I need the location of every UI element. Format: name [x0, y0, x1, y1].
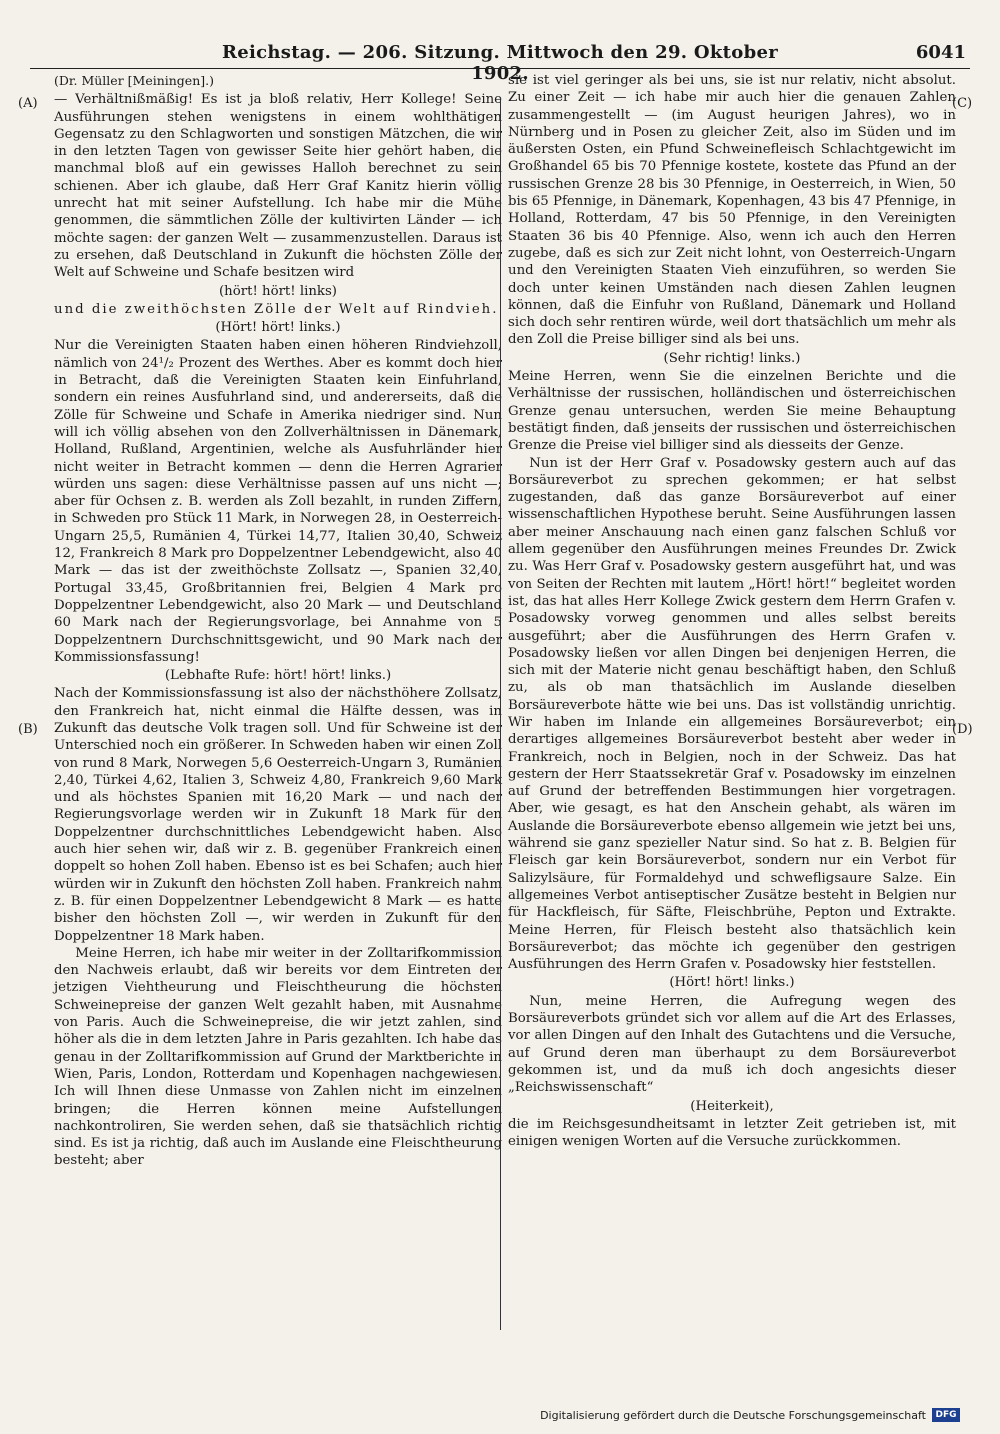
interjection: (Hört! hört! links.): [669, 975, 795, 991]
left-column: [54, 72, 502, 1170]
interjection: (Lebhafte Rufe: hört! hört! links.): [164, 668, 392, 684]
footer: [540, 1408, 960, 1422]
interjection: (Heiterkeit),: [690, 1098, 774, 1114]
dfg-logo-icon: DFG: [932, 1408, 960, 1422]
running-title: Reichstag. — 206. Sitzung. Mittwoch den 29. Oktober 1902.: [221, 42, 779, 84]
paragraph: die im Reichsgesundheitsamt in letzter Zeit getrieben ist, mit einigen wenigen Worten auf die Versuche zurückkommen.: [508, 1116, 956, 1150]
paragraph: Meine Herren, ich habe mir weiter in der Zolltarifkommission den Nachweis erlaubt, daß wir bereits vor dem Eintreten der jetzigen Viehtheurung und Fleischtheurung die höchsten Schweinepreise der ganzen Welt gezahlt haben, mit Ausnahme von Paris. Auch die Schweinepreise, die wir jetzt zahlen, sind höher als die in dem letzten Jahre in Paris gezahlten. Ich habe das genau in der Zolltarifkommission auf Grund der Marktberichte in Wien, Paris, London, Rotterdam und Kopenhagen nachgewiesen. Ich will Ihnen diese Unmasse von Zahlen nicht im einzelnen bringen; die Herren können meine Aufstellungen nachkontroliren, Sie werden sehen, daß sie thatsächlich richtig sind. Es ist ja richtig, daß auch im Auslande eine Fleischtheurung besteht; aber: [54, 945, 502, 1169]
margin-marker-b: (B): [18, 722, 38, 737]
margin-marker-a: (A): [18, 96, 38, 111]
paragraph: Meine Herren, wenn Sie die einzelnen Berichte und die Verhältnisse der russischen, holländischen und österreichischen Grenze genau untersuchen, werden Sie meine Behauptung bestätigt finden, daß jenseits der russischen und österreichischen Grenze die Preise viel billiger sind als diesseits der Genze.: [508, 369, 956, 454]
margin-marker-d: (D): [952, 722, 973, 737]
paragraph: Nun ist der Herr Graf v. Posadowsky gestern auch auf das Borsäureverbot zu sprechen gekommen; er hat selbst zugestanden, daß das ganze Borsäureverbot auf einer wissenschaftlichen Hypothese beruht. Seine Ausführungen lassen aber meiner Anschauung nach einen ganz falschen Schluß vor allem gegenüber den Ausführungen meines Freundes Dr. Zwick zu. Was Herr Graf v. Posadowsky gestern ausgeführt hat, und was von Seiten der Rechten mit lautem „Hört! hört!“ begleitet worden ist, das hat alles Herr Kollege Zwick gestern dem Herrn Grafen v. Posadowsky vorweg genommen und alles selbst bereits ausgeführt; aber die Ausführungen des Herrn Grafen v. Posadowsky ließen vor allen Dingen bei denjenigen Herren, die sich mit der Materie nicht genau beschäftigt haben, den Schluß zu, als ob man thatsächlich im Auslande dieselben Borsäureverbote hätte wie bei uns. Das ist vollständig unrichtig. Wir haben im Inlande ein allgemeines Borsäureverbot; ein derartiges allgemeines Borsäureverbot besteht aber weder in Frankreich, noch in Belgien, noch in der Schweiz. Das hat gestern der Herr Staatssekretär Graf v. Posadowsky im einzelnen auf Grund der betreffenden Bestimmungen hier vorgetragen. Aber, wie gesagt, es hat den Anschein gehabt, als wären im Auslande die Borsäureverbote ebenso allgemein wie jetzt bei uns, während sie ganz spezieller Natur sind. So hat z. B. Belgien für Fleisch gar kein Borsäureverbot, sondern nur ein Verbot für Salizylsäure, für Formaldehyd und schwefligsaure Salze. Ein allgemeines Verbot antiseptischer Zusätze besteht in Belgien nur für Hackfleisch, für Säfte, Fleischbrühe, Pepton und Extrakte. Meine Herren, für Fleisch besteht also thatsächlich kein Borsäureverbot; das möchte ich gegenüber den gestrigen Ausführungen des Herrn Grafen v. Posadowsky hier feststellen.: [508, 455, 956, 973]
interjection: (Sehr richtig! links.): [663, 350, 801, 366]
page-number: 6041: [915, 42, 966, 63]
paragraph: und die zweithöchsten Zölle der Welt auf Rindvieh.: [54, 301, 499, 317]
column-divider: [500, 98, 501, 1330]
interjection: (hört! hört! links): [218, 283, 337, 299]
interjection: (Hört! hört! links.): [215, 320, 341, 336]
speaker-label: (Dr. Müller [Meiningen].): [54, 73, 214, 88]
paragraph: sie ist viel geringer als bei uns, sie ist nur relativ, nicht absolut. Zu einer Zeit — ich habe mir auch hier die genauen Zahlen zusammengestellt — (im August heurigen Jahres), wo in Nürnberg und in Posen zu gleicher Zeit, also im Süden und im äußersten Osten, ein Pfund Schweinefleisch Schlachtgewicht im Großhandel 65 bis 70 Pfennige kostete, kostete das Pfund an der russischen Grenze 28 bis 30 Pfennige, in Oesterreich, in Wien, 50 bis 65 Pfennige, in Dänemark, Kopenhagen, 43 bis 47 Pfennige, in Holland, Rotterdam, 47 bis 50 Pfennige, in den Vereinigten Staaten 36 bis 40 Pfennige. Also, wenn ich auch den Herren zugebe, daß es sich zur Zeit nicht lohnt, von Oesterreich-Ungarn und den Vereinigten Staaten Vieh einzuführen, so werden Sie doch unter keinen Umständen nach diesen Zahlen leugnen können, daß die Einfuhr von Rußland, Dänemark und Holland sich doch sehr rentiren würde, weil dort thatsächlich um mehr als den Zoll die Preise billiger sind als bei uns.: [508, 73, 956, 348]
header-rule: [30, 68, 970, 69]
footer-text: Digitalisierung gefördert durch die Deutsche Forschungsgemeinschaft: [540, 1408, 926, 1422]
paragraph: Nach der Kommissionsfassung ist also der nächsthöhere Zollsatz, den Frankreich hat, nicht einmal die Hälfte dessen, was in Zukunft das deutsche Volk tragen soll. Und für Schweine ist der Unterschied noch ein größerer. In Schweden haben wir einen Zoll von rund 8 Mark, Norwegen 5,6 Oesterreich-Ungarn 3, Rumänien 2,40, Türkei 4,62, Italien 3, Schweiz 4,80, Frankreich 9,60 Mark und als höchstes Spanien mit 16,20 Mark — und nach der Regierungsvorlage werden wir in Zukunft 18 Mark für den Doppelzentner durchschnittliches Lebendgewicht haben. Also auch hier sehen wir, daß wir z. B. gegenüber Frankreich einen doppelt so hohen Zoll haben. Ebenso ist es bei Schafen; auch hier würden wir in Zukunft den höchsten Zoll haben. Frankreich nahm z. B. für einen Doppelzentner Lebendgewicht 8 Mark — es hatte bisher den höchsten Zoll —, wir werden in Zukunft für den Doppelzentner 18 Mark haben.: [54, 686, 502, 944]
paragraph: Nur die Vereinigten Staaten haben einen höheren Rindviehzoll, nämlich von 24¹/₂ Prozent des Werthes. Aber es kommt doch hier in Betracht, daß die Vereinigten Staaten kein Einfuhrland, sondern ein reines Ausfuhrland sind, und andererseits, daß die Zölle für Schweine und Schafe in Amerika niedriger sind. Nun will ich völlig absehen von den Zollverhältnissen in Dänemark, Holland, Rußland, Argentinien, welche als Ausfuhrländer hier nicht weiter in Betracht kommen — denn die Herren Agrarier würden uns sagen: diese Verhältnisse passen auf uns nicht —; aber für Ochsen z. B. werden als Zoll bezahlt, in runden Ziffern, in Schweden pro Stück 11 Mark, in Norwegen 28, in Oesterreich-Ungarn 25,5, Rumänien 4, Türkei 14,77, Italien 30,40, Schweiz 12, Frankreich 8 Mark pro Doppelzentner Lebendgewicht, also 40 Mark — das ist der zweithöchste Zollsatz —, Spanien 32,40, Portugal 33,45, Großbritannien frei, Belgien 4 Mark pro Doppelzentner Lebendgewicht, also 20 Mark — und Deutschland 60 Mark nach der Regierungsvorlage, bei Annahme von 5 Doppelzentnern Durchschnittsgewicht, und 90 Mark nach der Kommissionsfassung!: [54, 338, 502, 665]
paragraph: — Verhältnißmäßig! Es ist ja bloß relativ, Herr Kollege! Seine Ausführungen stehen wenigstens in einem wohlthätigen Gegensatz zu den Schlagworten und sonstigen Mätzchen, die wir in den letzten Tagen von gewisser Seite hier gehört haben, die manchmal bloß auf ein gewisses Halloh berechnet zu sein schienen. Aber ich glaube, daß Herr Graf Kanitz hierin völlig unrecht hat mit seiner Aufstellung. Ich habe mir die Mühe genommen, die sämmtlichen Zölle der kultivirten Länder — ich möchte sagen: der ganzen Welt — zusammenzustellen. Daraus ist zu ersehen, daß Deutschland in Zukunft die höchsten Zölle der Welt auf Schweine und Schafe besitzen wird: [54, 92, 502, 281]
paragraph: Nun, meine Herren, die Aufregung wegen des Borsäureverbots gründet sich vor allem auf die Art des Erlasses, vor allen Dingen auf den Inhalt des Gutachtens und die Versuche, auf Grund deren man überhaupt zu dem Borsäureverbot gekommen ist, und da muß ich doch angesichts dieser „Reichswissenschaft“: [508, 993, 956, 1096]
margin-marker-c: (C): [952, 96, 973, 111]
right-column: [508, 72, 956, 1150]
